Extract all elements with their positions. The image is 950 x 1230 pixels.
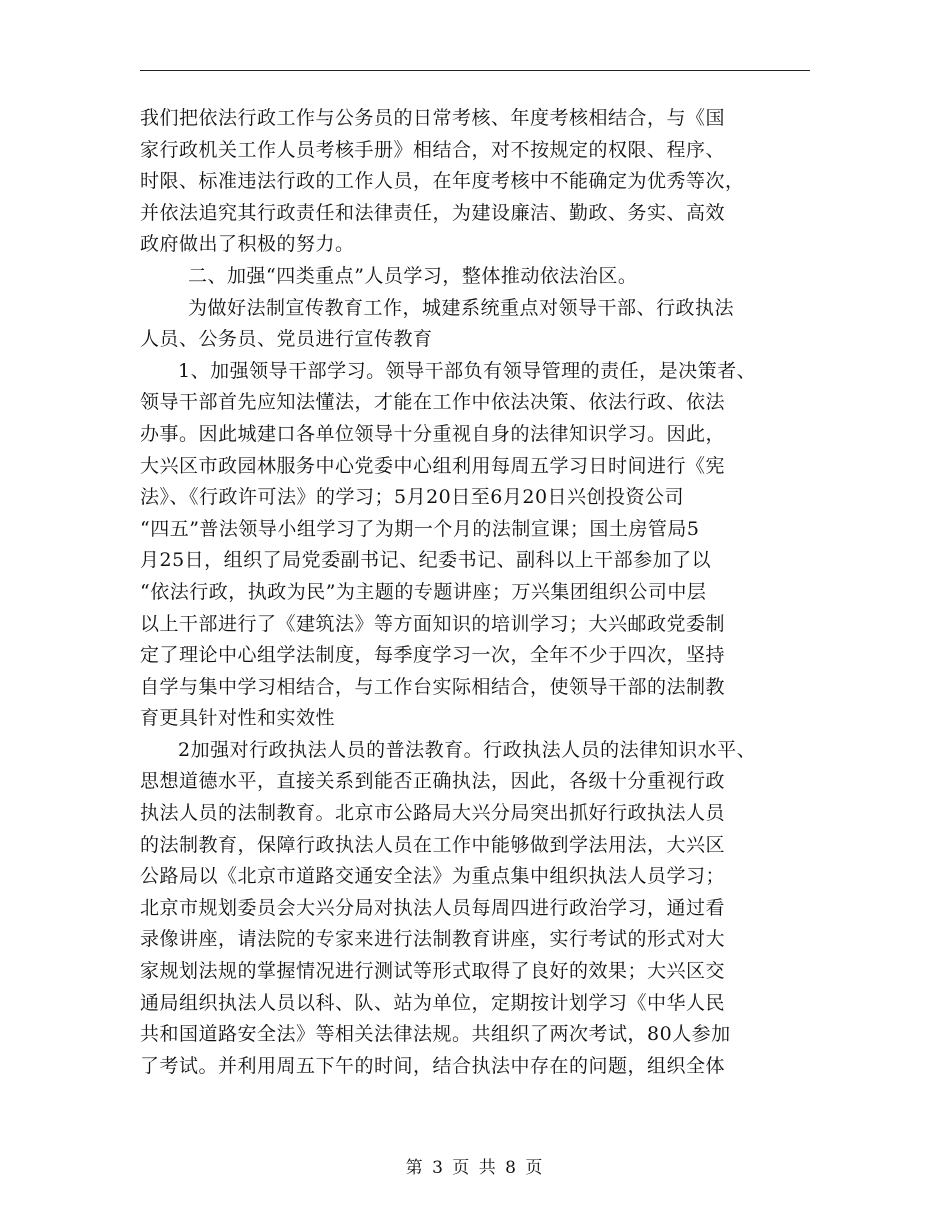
text-line: 思想道德水平，直接关系到能否正确执法，因此，各级十分重视行政 bbox=[140, 770, 726, 793]
header-rule bbox=[140, 70, 810, 71]
text-line: 家行政机关工作人员考核手册》相结合，对不按规定的权限、程序、 bbox=[140, 138, 726, 161]
text-line: 共和国道路安全法》等相关法律法规。共组织了两次考试，80人参加 bbox=[140, 1023, 731, 1046]
text-line: 为做好法制宣传教育工作，城建系统重点对领导干部、行政执法 bbox=[188, 296, 735, 319]
text-line: 法》、《行政许可法》的学习；5月20日至6月20日兴创投资公司 bbox=[140, 486, 685, 509]
text-line: “依法行政，执政为民”为主题的专题讲座；万兴集团组织公司中层 bbox=[140, 580, 707, 603]
text-line: 我们把依法行政工作与公务员的日常考核、年度考核相结合，与《国 bbox=[140, 107, 726, 129]
text-line: 办事。因此城建口各单位领导十分重视自身的法律知识学习。因此， bbox=[140, 422, 726, 445]
body-text bbox=[140, 103, 820, 1082]
page-number: 第 3 页 共 8 页 bbox=[405, 1158, 545, 1178]
text-line: “四五”普法领导小组学习了为期一个月的法制宣课；国土房管局5 bbox=[140, 517, 700, 540]
text-line: 的法制教育，保障行政执法人员在工作中能够做到学法用法，大兴区 bbox=[140, 833, 726, 856]
text-line: 政府做出了积极的努力。 bbox=[140, 233, 355, 256]
text-line: 录像讲座，请法院的专家来进行法制教育讲座，实行考试的形式对大 bbox=[140, 928, 726, 951]
text-line: 公路局以《北京市道路交通安全法》为重点集中组织执法人员学习； bbox=[140, 865, 726, 888]
text-line: 领导干部首先应知法懂法，才能在工作中依法决策、依法行政、依法 bbox=[140, 391, 726, 414]
text-line: 北京市规划委员会大兴分局对执法人员每周四进行政治学习，通过看 bbox=[140, 896, 726, 919]
text-line: 通局组织执法人员以科、队、站为单位，定期按计划学习《中华人民 bbox=[140, 991, 726, 1014]
text-line: 了考试。并利用周五下午的时间，结合执法中存在的问题，组织全体 bbox=[140, 1054, 726, 1077]
text-line: 育更具针对性和实效性 bbox=[140, 707, 336, 730]
text-line: 时限、标准违法行政的工作人员，在年度考核中不能确定为优秀等次， bbox=[140, 170, 745, 193]
text-line: 执法人员的法制教育。北京市公路局大兴分局突出抓好行政执法人员 bbox=[140, 802, 726, 825]
text-line: 自学与集中学习相结合，与工作台实际相结合，使领导干部的法制教 bbox=[140, 675, 726, 698]
subsection-line: 2加强对行政执法人员的普法教育。行政执法人员的法律知识水平、 bbox=[178, 738, 757, 761]
subsection-line: 1、加强领导干部学习。领导干部负有领导管理的责任，是决策者、 bbox=[178, 359, 757, 382]
text-line: 大兴区市政园林服务中心党委中心组利用每周五学习日时间进行《宪 bbox=[140, 454, 726, 477]
text-line: 并依法追究其行政责任和法律责任，为建设廉洁、勤政、务实、高效 bbox=[140, 201, 726, 224]
text-line: 月25日，组织了局党委副书记、纪委书记、副科以上干部参加了以 bbox=[140, 549, 712, 572]
text-line: 人员、公务员、党员进行宣传教育 bbox=[140, 328, 433, 351]
text-line: 家规划法规的掌握情况进行测试等形式取得了良好的效果；大兴区交 bbox=[140, 960, 726, 983]
text-line: 以上干部进行了《建筑法》等方面知识的培训学习；大兴邮政党委制 bbox=[140, 612, 726, 635]
section-heading: 二、加强“四类重点”人员学习，整体推动依法治区。 bbox=[188, 264, 638, 287]
text-line: 定了理论中心组学法制度，每季度学习一次，全年不少于四次，坚持 bbox=[140, 644, 726, 667]
